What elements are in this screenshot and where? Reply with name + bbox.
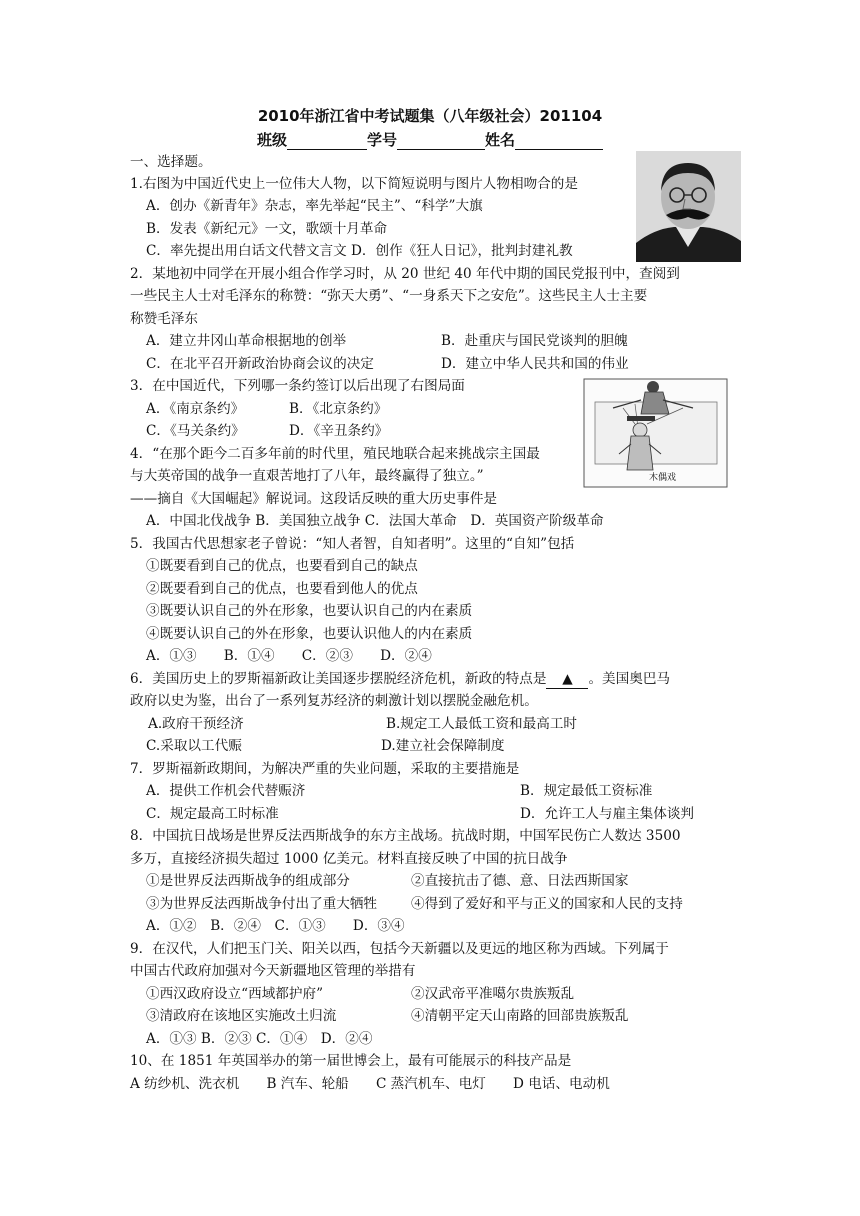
student-id-label: 学号 [366, 131, 397, 149]
name-label: 姓名 [485, 131, 516, 149]
q2-option-c: C．在北平召开新政治协商会议的决定 [146, 356, 374, 372]
section-heading: 一、选择题。 [130, 154, 212, 170]
puppet-illustration [583, 378, 728, 488]
q8-stem-line1: 8．中国抗日战场是世界反法西斯战争的东方主战场。抗战时期，中国军民伤亡人数达 3500 [130, 828, 681, 844]
q3-option-d: D．《辛丑条约》 [289, 423, 389, 439]
q7-option-a: A．提供工作机会代替赈济 [146, 783, 306, 799]
q9-stem-line1: 9．在汉代，人们把玉门关、阳关以西，包括今天新疆以及更远的地区称为西域。下列属于 [130, 941, 669, 957]
q6-option-c: C.采取以工代赈 [146, 738, 242, 754]
figure-caption: 木偶戏 [649, 473, 677, 483]
portrait-image [636, 151, 741, 262]
q7-option-c: C．规定最高工时标准 [146, 806, 279, 822]
student-info-line [0, 130, 860, 150]
q10-stem: 10、在 1851 年英国举办的第一届世博会上，最有可能展示的科技产品是 [130, 1053, 572, 1069]
portrait-figure [636, 151, 741, 262]
q8-statement-3: ③为世界反法西斯战争付出了重大牺牲 [146, 896, 378, 912]
q9-stem-line2: 中国古代政府加强对今天新疆地区管理的举措有 [130, 963, 416, 979]
q2-stem-line2: 一些民主人士对毛泽东的称赞：“弥天大勇”、“一身系天下之安危”。这些民主人士主要 [130, 288, 648, 304]
q1-stem: 1.右图为中国近代史上一位伟大人物，以下简短说明与图片人物相吻合的是 [130, 176, 578, 192]
q5-statement-3: ③既要认识自己的外在形象，也要认识自己的内在素质 [146, 603, 473, 619]
q8-statement-2: ②直接抗击了德、意、日法西斯国家 [411, 873, 629, 889]
q9-statement-2: ②汉武帝平准噶尔贵族叛乱 [411, 986, 575, 1002]
q3-option-c: C．《马关条约》 [146, 423, 245, 439]
q6-option-d: D.建立社会保障制度 [381, 738, 505, 754]
q6-option-a: A.政府干预经济 [148, 716, 244, 732]
answer-blank-marker: ▲ [546, 670, 588, 689]
q7-option-d: D．允许工人与雇主集体谈判 [520, 806, 695, 822]
q8-statement-4: ④得到了爱好和平与正义的国家和人民的支持 [411, 896, 683, 912]
q2-option-d: D．建立中华人民共和国的伟业 [441, 356, 629, 372]
q5-statement-1: ①既要看到自己的优点，也要看到自己的缺点 [146, 558, 418, 574]
q4-stem-line1: 4．“在那个距今二百多年前的时代里，殖民地联合起来挑战宗主国最 [130, 446, 540, 462]
puppet-show-figure [583, 378, 728, 488]
q6-stem-pre: 6．美国历史上的罗斯福新政让美国逐步摆脱经济危机，新政的特点是 [130, 671, 547, 687]
q4-source: ——摘自《大国崛起》解说词。这段话反映的重大历史事件是 [130, 491, 498, 507]
q5-statement-4: ④既要认识自己的外在形象，也要认识他人的内在素质 [146, 626, 473, 642]
q1-option-cd: C．率先提出用白话文代替文言文 D．创作《狂人日记》，批判封建礼教 [146, 243, 573, 259]
q10-options: A 纺纱机、洗衣机 B 汽车、轮船 C 蒸汽机车、电灯 D 电话、电动机 [130, 1076, 610, 1092]
q4-options: A．中国北伐战争 B．美国独立战争 C．法国大革命 D．英国资产阶级革命 [146, 513, 604, 529]
q2-stem-line1: 2．某地初中同学在开展小组合作学习时，从 20 世纪 40 年代中期的国民党报刊中，查阅到 [130, 266, 680, 282]
q3-option-a: A．《南京条约》 [146, 401, 245, 417]
q3-stem: 3．在中国近代，下列哪一条约签订以后出现了右图局面 [130, 378, 465, 394]
q5-options: A．①③ B．①④ C．②③ D．②④ [146, 648, 432, 664]
class-label: 班级 [256, 131, 287, 149]
q1-option-b: B．发表《新纪元》一文，歌颂十月革命 [146, 221, 388, 237]
q9-statement-4: ④清朝平定天山南路的回部贵族叛乱 [411, 1008, 629, 1024]
q7-option-b: B．规定最低工资标准 [520, 783, 653, 799]
q1-option-a: A．创办《新青年》杂志，率先举起“民主”、“科学”大旗 [146, 198, 483, 214]
q4-stem-line2: 与大英帝国的战争一直艰苦地打了八年，最终赢得了独立。” [130, 468, 484, 484]
q9-statement-3: ③清政府在该地区实施改土归流 [146, 1008, 337, 1024]
q5-stem: 5．我国古代思想家老子曾说：“知人者智，自知者明”。这里的“自知”包括 [130, 536, 575, 552]
q2-stem-line3: 称赞毛泽东 [130, 311, 198, 327]
q2-option-b: B．赴重庆与国民党谈判的胆魄 [441, 333, 628, 349]
name-blank[interactable] [515, 133, 603, 150]
class-blank[interactable] [287, 133, 367, 150]
page-title: 2010年浙江省中考试题集（八年级社会）201104 [257, 107, 603, 125]
q2-option-a: A．建立井冈山革命根据地的创举 [146, 333, 347, 349]
q6-option-b: B.规定工人最低工资和最高工时 [386, 716, 578, 732]
q5-statement-2: ②既要看到自己的优点，也要看到他人的优点 [146, 581, 418, 597]
student-id-blank[interactable] [397, 133, 485, 150]
q7-stem: 7．罗斯福新政期间，为解决严重的失业问题，采取的主要措施是 [130, 761, 520, 777]
q8-statement-1: ①是世界反法西斯战争的组成部分 [146, 873, 350, 889]
q6-stem-post: 。美国奥巴马 [588, 671, 671, 687]
q9-options: A．①③ B．②③ C．①④ D．②④ [146, 1031, 373, 1047]
q6-stem-line1 [130, 669, 670, 689]
q9-statement-1: ①西汉政府设立“西域都护府” [146, 986, 324, 1002]
q3-option-b: B．《北京条约》 [289, 401, 388, 417]
q6-stem-line2: 政府以史为鉴，出台了一系列复苏经济的刺激计划以摆脱金融危机。 [130, 693, 538, 709]
q8-stem-line2: 多万，直接经济损失超过 1000 亿美元。材料直接反映了中国的抗日战争 [130, 851, 568, 867]
q8-options: A．①② B．②④ C．①③ D．③④ [146, 918, 405, 934]
